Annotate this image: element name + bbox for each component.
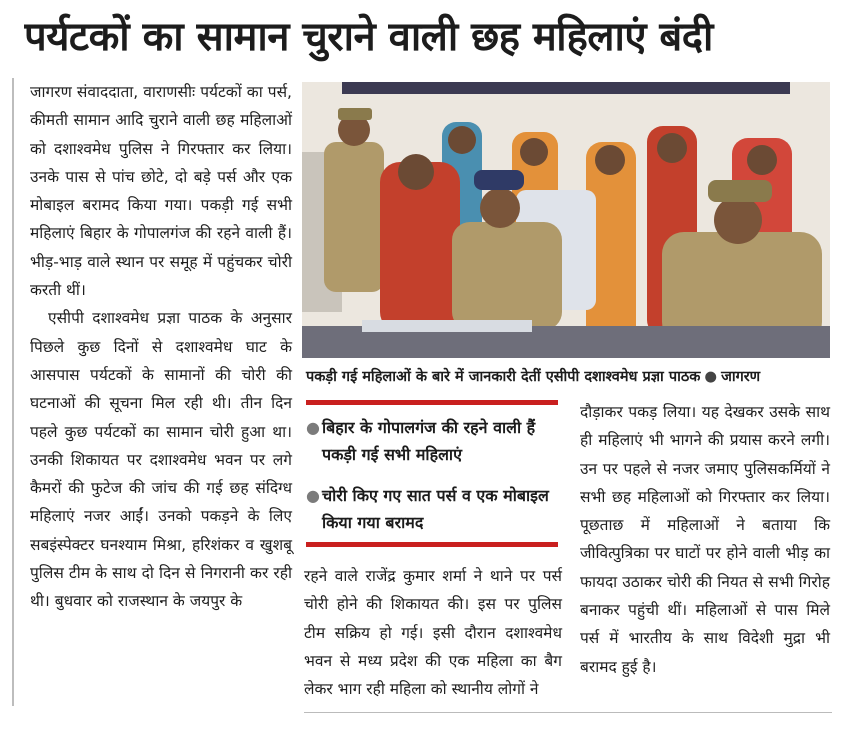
caption-credit: जागरण [721,369,761,385]
article-paragraph-3: रहने वाले राजेंद्र कुमार शर्मा ने थाने पर पर्स चोरी होने की शिकायत की। इस पर पुलिस टीम सक्रिय हो गई। इसी दौरान दशाश्वमेध भवन से मध्य प्रदेश की एक महिला का बैग लेकर भाग रही महिला को स्थानीय लोगों ने [304,567,562,699]
police-briefing-illustration [302,82,830,358]
article-paragraph-2: एसीपी दशाश्वमेध प्रज्ञा पाठक के अनुसार पिछले कुछ दिनों से दशाश्वमेध घाट के आसपास पर्यटकों के सामानों की चोरी की घटनाओं की सूचना मिल रही थी। तीन दिन पहले कुछ पर्यटकों का सामान चोरी हुआ था। उनकी शिकायत पर दशाश्वमेध भवन पर लगे कैमरों की फुटेज की जांच की गई छह संदिग्ध महिलाएं नजर आईं। उनको पकड़ने के लिए सबइंस्पेक्टर घनश्याम मिश्रा, हरिशंकर व खुशबू पुलिस टीम के साथ दो दिन से निगरानी कर रही थी। बुधवार को राजस्थान के जयपुर के [30,309,292,611]
article-column-3 [580,398,830,681]
headline: पर्यटकों का सामान चुराने वाली छह महिलाएं बंदी [24,14,713,60]
bullet-icon: ● [704,369,718,385]
highlight-box-top-rule [306,400,558,405]
article-column-2 [304,562,562,703]
column-rule [12,78,14,706]
highlight-text: चोरी किए गए सात पर्स व एक मोबाइल किया गया बरामद [322,486,549,532]
highlight-box-bottom-rule [306,542,558,547]
highlight-item [306,482,560,536]
article-paragraph-4: दौड़ाकर पकड़ लिया। यह देखकर उसके साथ ही महिलाएं भी भागने की प्रयास करने लगी। उन पर पहले से नजर जमाए पुलिसकर्मियों ने सभी छह महिलाओं को गिरफ्तार कर लिया। पूछताछ में महिलाओं ने बताया कि जीवित्पुत्रिका पर घाटों पर होने वाली भीड़ का फायदा उठाकर चोरी की नियत से सभी गिरोह बनाकर पहुंची थीं। महिलाओं से पास मिले पर्स में भारतीय के साथ विदेशी मुद्रा भी बरामद हुई है। [580,403,830,676]
highlight-text: बिहार के गोपालगंज की रहने वाली हैं पकड़ी गई सभी महिलाएं [322,418,536,464]
bullet-icon: ● [306,486,320,505]
bullet-icon: ● [306,418,320,437]
news-photo [302,82,830,358]
article-paragraph-1: जागरण संवाददाता, वाराणसीः पर्यटकों का पर्स, कीमती सामान आदि चुराने वाली छह महिलाओं को दशाश्वमेध पुलिस ने गिरफ्तार कर लिया। उनके पास से पांच छोटे, दो बड़े पर्स और एक मोबाइल बरामद किया गया। पकड़ी गई सभी महिलाएं बिहार के गोपालगंज की रहने वाली हैं। भीड़-भाड़ वाले स्थान पर समूह में पहुंचकर चोरी करती थीं। [30,83,292,300]
highlight-item [306,414,560,468]
article-column-1 [30,78,292,616]
page-bottom-rule [304,712,832,713]
photo-caption [306,366,826,386]
caption-text: पकड़ी गई महिलाओं के बारे में जानकारी देतीं एसीपी दशाश्वमेध प्रज्ञा पाठक [306,369,701,385]
